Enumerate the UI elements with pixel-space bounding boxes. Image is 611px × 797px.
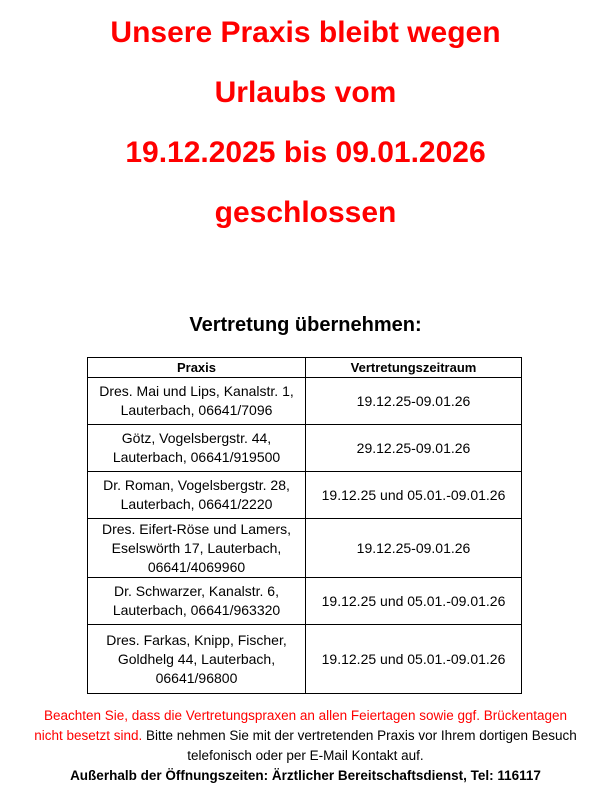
zeitraum-cell: 19.12.25 und 05.01.-09.01.26: [306, 472, 522, 519]
table-row: [88, 625, 522, 694]
praxis-cell: Dres. Eifert-Röse und Lamers, Eselswörth 17, Lauterbach, 06641/4069960: [88, 519, 306, 578]
praxis-cell: Dres. Farkas, Knipp, Fischer, Goldhelg 44, Lauterbach, 06641/96800: [88, 625, 306, 694]
table-row: [88, 378, 522, 425]
column-header-zeitraum: Vertretungszeitraum: [306, 358, 522, 378]
table-row: [88, 425, 522, 472]
zeitraum-cell: 19.12.25 und 05.01.-09.01.26: [306, 578, 522, 625]
praxis-cell: Dr. Schwarzer, Kanalstr. 6, Lauterbach, 06641/963320: [88, 578, 306, 625]
praxis-cell: Dres. Mai und Lips, Kanalstr. 1, Lauterbach, 06641/7096: [88, 378, 306, 425]
zeitraum-cell: 29.12.25-09.01.26: [306, 425, 522, 472]
holiday-warning-text: Beachten Sie, dass die Vertretungspraxen an allen Feiertagen sowie ggf. Brückentagen: [43, 708, 568, 723]
table-row: [88, 519, 522, 578]
headline-line-2: Urlaubs vom: [214, 76, 397, 109]
emergency-service-notice: Außerhalb der Öffnungszeiten: Ärztlicher Bereitschaftsdienst, Tel: 116117: [70, 768, 541, 783]
zeitraum-cell: 19.12.25 und 05.01.-09.01.26: [306, 625, 522, 694]
zeitraum-cell: 19.12.25-09.01.26: [306, 378, 522, 425]
table-row: [88, 578, 522, 625]
praxis-cell: Götz, Vogelsbergstr. 44, Lauterbach, 06641/919500: [88, 425, 306, 472]
contact-notice-end: telefonisch oder per E-Mail Kontakt auf.: [187, 748, 424, 763]
column-header-praxis: Praxis: [88, 358, 306, 378]
table-header-row: [88, 358, 522, 378]
contact-notice: [0, 726, 611, 746]
substitution-table: [87, 357, 522, 694]
holiday-warning-text-end: nicht besetzt sind.: [34, 728, 143, 743]
table-row: [88, 472, 522, 519]
zeitraum-cell: 19.12.25-09.01.26: [306, 519, 522, 578]
contact-instruction-text: Bitte nehmen Sie mit der vertretenden Praxis vor Ihrem dortigen Besuch: [142, 728, 577, 743]
praxis-cell: Dr. Roman, Vogelsbergstr. 28, Lauterbach, 06641/2220: [88, 472, 306, 519]
substitution-heading: Vertretung übernehmen:: [189, 314, 422, 336]
headline-line-1: Unsere Praxis bleibt wegen: [110, 16, 501, 49]
headline-line-3: 19.12.2025 bis 09.01.2026: [125, 136, 486, 169]
headline-line-4: geschlossen: [214, 196, 397, 229]
holiday-notice: [0, 706, 611, 726]
